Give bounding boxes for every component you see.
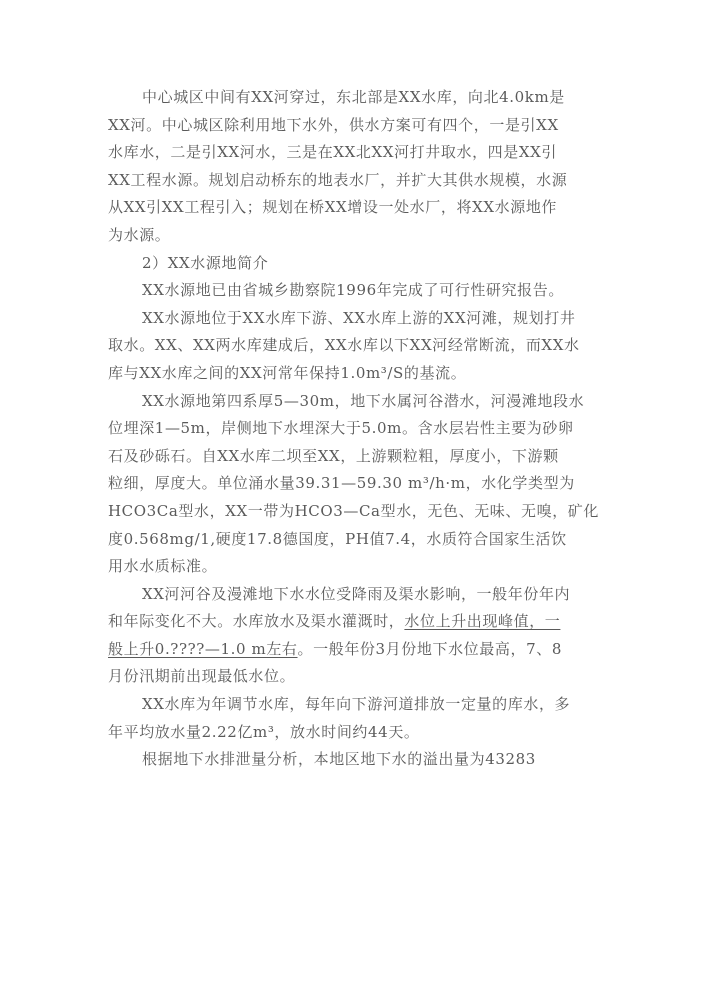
underlined-text: 般上升0.????—1.0 m左右 <box>108 639 298 658</box>
text-segment: 和年际变化不大。水库放水及渠水灌溉时， <box>108 612 405 631</box>
text-line: XX工程水源。规划启动桥东的地表水厂，并扩大其供水规模，水源 <box>108 170 568 189</box>
text-line: 月份汛期前出现最低水位。 <box>108 667 296 686</box>
text-line: XX水源地第四系厚5—30m，地下水属河谷潜水，河漫滩地段水 <box>142 391 585 410</box>
body-text <box>108 84 599 774</box>
text-line: 石及砂砾石。自XX水库二坝至XX，上游颗粒粗，厚度小，下游颗 <box>108 446 559 465</box>
text-line: 根据地下水排泄量分析，本地区地下水的溢出量为43283 <box>142 750 536 769</box>
text-line: 用水水质标准。 <box>108 557 218 576</box>
text-line: 取水。XX、XX两水库建成后，XX水库以下XX河经常断流，而XX水 <box>108 336 580 355</box>
text-line: 库与XX水库之间的XX河常年保持1.0m³/S的基流。 <box>108 363 467 382</box>
underlined-text: 水位上升出现峰值，一 <box>404 612 561 631</box>
text-line: 中心城区中间有XX河穿过，东北部是XX水库，向北4.0km是 <box>142 88 565 106</box>
text-line: 水库水，二是引XX河水，三是在XX北XX河打井取水，四是XX引 <box>108 143 558 162</box>
section-heading: 2）XX水源地简介 <box>142 253 269 272</box>
text-line: XX水库为年调节水库，每年向下游河道排放一定量的库水，多 <box>142 695 571 714</box>
text-line: 从XX引XX工程引入；规划在桥XX增设一处水厂，将XX水源地作 <box>108 198 558 217</box>
text-line: XX水源地位于XX水库下游、XX水库上游的XX河滩，规划打井 <box>142 308 576 327</box>
text-line: 粒细，厚度大。单位涌水量39.31—59.30 m³/h·m，水化学类型为 <box>108 474 575 493</box>
text-line: 度0.568mg/1,硬度17.8德国度，PH值7.4，水质符合国家生活饮 <box>108 529 567 548</box>
text-line <box>108 608 588 636</box>
text-line: 位埋深1—5m，岸侧地下水埋深大于5.0m。含水层岩性主要为砂卵 <box>108 419 574 438</box>
text-line: XX河。中心城区除利用地下水外，供水方案可有四个，一是引XX <box>108 115 559 134</box>
text-line <box>108 636 588 664</box>
text-line: XX水源地已由省城乡勘察院1996年完成了可行性研究报告。 <box>142 281 564 300</box>
text-line: 为水源。 <box>108 225 171 244</box>
text-line: HCO3Ca型水，XX一带为HCO3—Ca型水，无色、无味、无嗅，矿化 <box>108 501 599 520</box>
text-line: XX河河谷及漫滩地下水水位受降雨及渠水影响，一般年份年内 <box>142 584 571 603</box>
text-line: 年平均放水量2.22亿m³，放水时间约44天。 <box>108 722 420 741</box>
text-segment: 。一般年份3月份地下水位最高，7、8 <box>297 639 562 658</box>
